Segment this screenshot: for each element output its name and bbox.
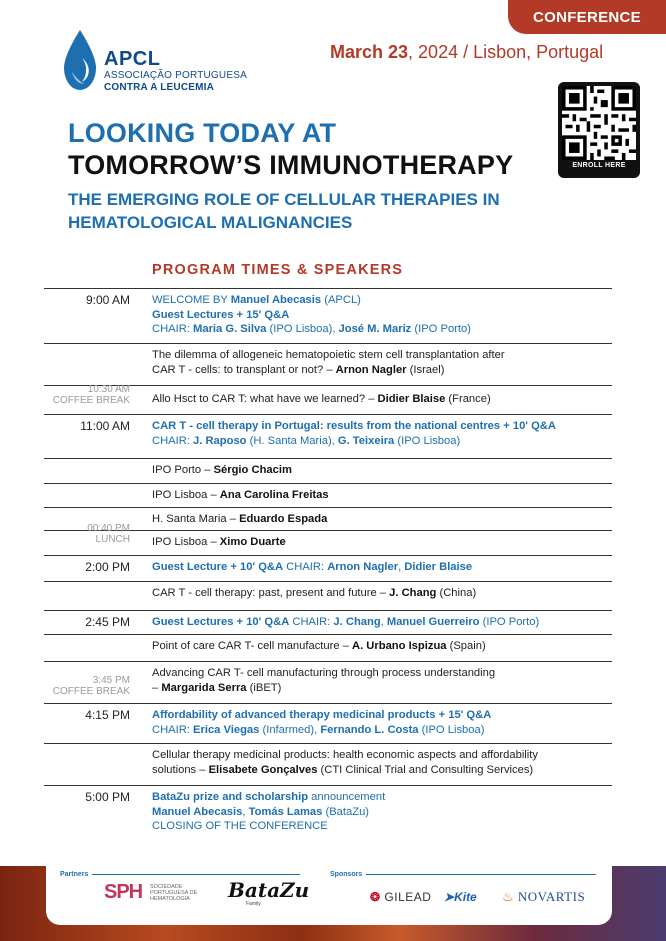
partners-label: Partners (60, 871, 89, 878)
row-time: 11:00 AM (80, 419, 130, 433)
program-row (44, 555, 612, 581)
row-content: IPO Lisboa – Ximo Duarte (152, 536, 286, 548)
conference-badge: CONFERENCE (508, 0, 666, 34)
apcl-logo (60, 28, 250, 98)
title-line-2: TOMORROW’S IMMUNOTHERAPY (68, 150, 514, 180)
row-content: Affordability of advanced therapy medicinal products + 15' Q&A CHAIR: Erica Viegas (Infarmed), Fernando L. Costa (IPO Lisboa) (152, 709, 492, 736)
row-content: Point of care CAR T- cell manufacture – A. Urbano Ispizua (Spain) (152, 640, 486, 652)
program-row (44, 385, 612, 413)
row-content: Allo Hsct to CAR T: what have we learned? – Didier Blaise (France) (152, 393, 491, 405)
logo-name: APCL (104, 48, 161, 70)
row-content: Guest Lectures + 10' Q&A CHAIR: J. Chang, Manuel Guerreiro (IPO Porto) (152, 616, 540, 628)
program-heading: PROGRAM TIMES & SPEAKERS (152, 262, 404, 278)
row-content: CAR T - cell therapy: past, present and future – J. Chang (China) (152, 587, 477, 599)
break-time: 10:30 AM (87, 384, 130, 395)
logo-subtitle-2: CONTRA A LEUCEMIA (104, 82, 215, 93)
subtitle: THE EMERGING ROLE OF CELLULAR THERAPIES IN HEMATOLOGICAL MALIGNANCIES (68, 190, 500, 232)
sponsors-divider (366, 874, 596, 875)
event-date-location (330, 42, 603, 63)
program-row (44, 634, 612, 661)
logo-subtitle-1: ASSOCIAÇÃO PORTUGUESA (104, 70, 247, 81)
program-row (44, 661, 612, 703)
row-time: 4:15 PM (85, 708, 130, 722)
row-time: 9:00 AM (85, 293, 130, 307)
enroll-qr-code[interactable] (558, 82, 640, 178)
batazu-logo: BataZu (228, 878, 310, 902)
program-row (44, 785, 612, 837)
row-content: IPO Porto – Sérgio Chacim (152, 464, 292, 476)
gilead-logo: ❂ GILEAD (370, 890, 432, 904)
program-row (44, 581, 612, 610)
partners-divider (92, 874, 300, 875)
row-content: WELCOME BY Manuel Abecasis (APCL) Guest Lectures + 15' Q&A CHAIR: Maria G. Silva (IPO Lisboa), José M. Mariz (IPO Porto) (152, 294, 471, 335)
row-content: IPO Lisboa – Ana Carolina Freitas (152, 489, 329, 501)
drop-icon (60, 28, 100, 94)
row-content: CAR T - cell therapy in Portugal: results from the national centres + 10' Q&A CHAIR: J. Raposo (H. Santa Maria), G. Teixeira (IPO Lisboa) (152, 420, 556, 447)
row-content: The dilemma of allogeneic hematopoietic stem cell transplantation after CAR T - cells: to transplant or not? – Arnon Nagler (Israel) (152, 349, 505, 376)
break-label: COFFEE BREAK (52, 395, 130, 406)
sponsors-label: Sponsors (330, 871, 363, 878)
event-date: March 23 (330, 42, 409, 62)
program-row (44, 343, 612, 385)
row-time: 5:00 PM (85, 790, 130, 804)
break-label: COFFEE BREAK (52, 686, 130, 697)
qr-code-icon (562, 86, 636, 160)
enroll-label: ENROLL HERE (572, 162, 626, 169)
novartis-logo: ♨ NOVARTIS (502, 889, 586, 904)
break-label: LUNCH (95, 534, 130, 545)
row-content: Guest Lecture + 10' Q&A CHAIR: Arnon Nagler, Didier Blaise (152, 561, 473, 573)
sph-logo-subtitle: SOCIEDADE PORTUGUESA DE HEMATOLOGIA (150, 884, 198, 902)
event-year-location: , 2024 / Lisbon, Portugal (408, 42, 604, 62)
program-row (44, 288, 612, 343)
program-row (44, 523, 612, 555)
program-row (44, 414, 612, 458)
row-content: H. Santa Maria – Eduardo Espada (152, 513, 328, 525)
kite-mark-icon: ➤ (444, 890, 455, 904)
gilead-mark-icon: ❂ (370, 890, 381, 904)
row-content: Advancing CAR T- cell manufacturing through process understanding – Margarida Serra (iBET) (152, 667, 496, 694)
batazu-logo-subtitle: Family (246, 901, 261, 907)
program-row (44, 458, 612, 483)
kite-logo: ➤Kite (444, 890, 477, 904)
break-time: 00:40 PM (87, 523, 130, 534)
row-content: BataZu prize and scholarship announcement Manuel Abecasis, Tomás Lamas (BataZu) CLOSING OF THE CONFERENCE (152, 791, 386, 832)
program-row (44, 703, 612, 743)
row-time: 2:45 PM (85, 615, 130, 629)
sph-logo: SPH (104, 881, 143, 903)
program-row (44, 483, 612, 507)
title-line-1: LOOKING TODAY AT (68, 118, 337, 148)
row-time: 2:00 PM (85, 560, 130, 574)
row-content: Cellular therapy medicinal products: health economic aspects and affordability solutions – Elisabete Gonçalves (CTI Clinical Trial and Consulting Services) (152, 749, 538, 776)
break-time: 3:45 PM (92, 675, 130, 686)
program-row (44, 610, 612, 634)
novartis-flame-icon: ♨ (502, 889, 515, 904)
program-row (44, 743, 612, 785)
